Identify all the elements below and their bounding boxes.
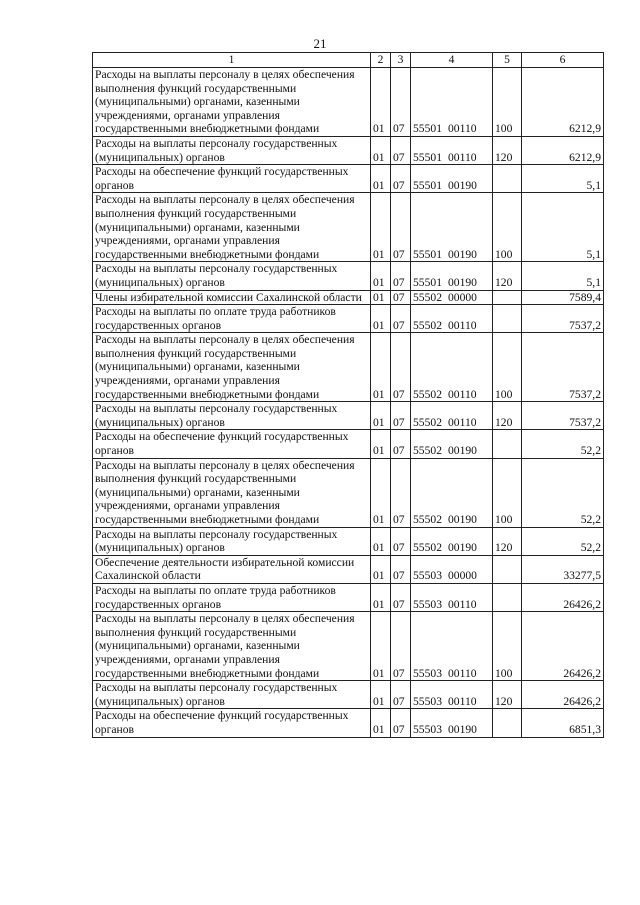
- target-article-program: 55502: [413, 318, 442, 332]
- header-col-4: 4: [411, 53, 493, 68]
- table-row: [93, 458, 604, 527]
- expense-name-cell: Обеспечение деятельности избирательной комиссии Сахалинской области: [93, 555, 371, 583]
- table-row: [93, 430, 604, 458]
- section-code-cell: 01: [371, 402, 391, 430]
- amount-cell: 26426,2: [522, 612, 604, 681]
- subsection-code-cell: 07: [391, 165, 411, 193]
- amount-cell: 6851,3: [522, 709, 604, 737]
- table-row: [93, 136, 604, 164]
- section-code-cell: 01: [371, 583, 391, 611]
- section-code-cell: 01: [371, 709, 391, 737]
- target-article-program: 55501: [413, 247, 442, 261]
- target-article-cell: [411, 527, 493, 555]
- target-article-program: 55503: [413, 722, 442, 736]
- target-article-program: 55501: [413, 122, 442, 136]
- table-row: [93, 709, 604, 737]
- expense-name-cell: Расходы на выплаты персоналу в целях обеспечения выполнения функций государственными (муниципальными) органами, казенными учреждениями, органами управления государственными внебюджетными фондами: [93, 193, 371, 262]
- expense-type-cell: 100: [493, 333, 522, 402]
- target-article-cell: [411, 136, 493, 164]
- target-article-program: 55503: [413, 666, 442, 680]
- subsection-code-cell: 07: [391, 193, 411, 262]
- amount-cell: 7589,4: [522, 290, 604, 305]
- table-header-row: [93, 53, 604, 68]
- subsection-code-cell: 07: [391, 709, 411, 737]
- expense-type-cell: 120: [493, 136, 522, 164]
- expense-type-cell: 120: [493, 681, 522, 709]
- subsection-code-cell: 07: [391, 681, 411, 709]
- subsection-code-cell: 07: [391, 305, 411, 333]
- target-article-direction: 00110: [447, 694, 477, 708]
- target-article-cell: [411, 193, 493, 262]
- expense-type-cell: [493, 305, 522, 333]
- table-row: [93, 681, 604, 709]
- section-code-cell: 01: [371, 305, 391, 333]
- target-article-program: 55501: [413, 275, 442, 289]
- expense-name-cell: Расходы на выплаты по оплате труда работников государственных органов: [93, 583, 371, 611]
- subsection-code-cell: 07: [391, 333, 411, 402]
- section-code-cell: 01: [371, 136, 391, 164]
- expense-name-cell: Расходы на выплаты персоналу государственных (муниципальных) органов: [93, 402, 371, 430]
- table-row: [93, 290, 604, 305]
- amount-cell: 33277,5: [522, 555, 604, 583]
- section-code-cell: 01: [371, 333, 391, 402]
- subsection-code-cell: 07: [391, 430, 411, 458]
- expense-name-cell: Расходы на выплаты персоналу государственных (муниципальных) органов: [93, 262, 371, 290]
- page-number: 21: [313, 36, 327, 51]
- target-article-direction: 00110: [447, 666, 477, 680]
- target-article-program: 55502: [413, 541, 442, 555]
- subsection-code-cell: 07: [391, 583, 411, 611]
- section-code-cell: 01: [371, 165, 391, 193]
- expense-name-cell: Расходы на выплаты персоналу в целях обеспечения выполнения функций государственными (муниципальными) органами, казенными учреждениями, органами управления государственными внебюджетными фондами: [93, 333, 371, 402]
- subsection-code-cell: 07: [391, 136, 411, 164]
- target-article-program: 55502: [413, 415, 442, 429]
- expense-name-cell: Расходы на обеспечение функций государственных органов: [93, 430, 371, 458]
- table-row: [93, 612, 604, 681]
- amount-cell: 26426,2: [522, 583, 604, 611]
- target-article-direction: 00190: [447, 275, 477, 289]
- subsection-code-cell: 07: [391, 290, 411, 305]
- target-article-cell: [411, 583, 493, 611]
- expense-type-cell: [493, 290, 522, 305]
- target-article-program: 55501: [413, 150, 442, 164]
- table-row: [93, 262, 604, 290]
- expense-type-cell: [493, 165, 522, 193]
- target-article-program: 55502: [413, 513, 442, 526]
- target-article-direction: 00190: [447, 541, 477, 555]
- target-article-direction: 00190: [447, 247, 477, 261]
- amount-cell: 52,2: [522, 527, 604, 555]
- expense-type-cell: 120: [493, 527, 522, 555]
- subsection-code-cell: 07: [391, 612, 411, 681]
- target-article-program: 55503: [413, 569, 442, 583]
- amount-cell: 7537,2: [522, 402, 604, 430]
- target-article-cell: [411, 333, 493, 402]
- header-col-6: 6: [522, 53, 604, 68]
- target-article-direction: 00110: [447, 150, 477, 164]
- expense-type-cell: 120: [493, 402, 522, 430]
- target-article-direction: 00190: [447, 513, 477, 526]
- target-article-cell: [411, 430, 493, 458]
- section-code-cell: 01: [371, 681, 391, 709]
- expense-type-cell: [493, 709, 522, 737]
- target-article-direction: 00110: [447, 122, 477, 136]
- subsection-code-cell: 07: [391, 262, 411, 290]
- target-article-program: 55502: [413, 290, 442, 304]
- target-article-cell: [411, 305, 493, 333]
- header-col-2: 2: [371, 53, 391, 68]
- amount-cell: 52,2: [522, 458, 604, 527]
- amount-cell: 5,1: [522, 193, 604, 262]
- target-article-cell: [411, 290, 493, 305]
- target-article-direction: 00000: [447, 569, 477, 583]
- amount-cell: 7537,2: [522, 305, 604, 333]
- expense-type-cell: 100: [493, 193, 522, 262]
- subsection-code-cell: 07: [391, 527, 411, 555]
- budget-table: [92, 52, 604, 738]
- expense-name-cell: Расходы на выплаты персоналу в целях обеспечения выполнения функций государственными (муниципальными) органами, казенными учреждениями, органами управления государственными внебюджетными фондами: [93, 458, 371, 527]
- expense-name-cell: Расходы на выплаты персоналу государственных (муниципальных) органов: [93, 681, 371, 709]
- expense-type-cell: 120: [493, 262, 522, 290]
- target-article-cell: [411, 612, 493, 681]
- expense-name-cell: Расходы на выплаты персоналу в целях обеспечения выполнения функций государственными (муниципальными) органами, казенными учреждениями, органами управления государственными внебюджетными фондами: [93, 68, 371, 137]
- target-article-program: 55501: [413, 178, 442, 192]
- section-code-cell: 01: [371, 555, 391, 583]
- expense-type-cell: [493, 583, 522, 611]
- table-row: [93, 402, 604, 430]
- target-article-direction: 00110: [447, 597, 477, 611]
- target-article-direction: 00000: [447, 290, 477, 304]
- amount-cell: 5,1: [522, 262, 604, 290]
- target-article-cell: [411, 165, 493, 193]
- target-article-direction: 00190: [447, 178, 477, 192]
- target-article-program: 55502: [413, 387, 442, 401]
- table-row: [93, 305, 604, 333]
- target-article-direction: 00190: [447, 722, 477, 736]
- target-article-cell: [411, 681, 493, 709]
- target-article-program: 55502: [413, 444, 442, 458]
- target-article-cell: [411, 262, 493, 290]
- amount-cell: 6212,9: [522, 136, 604, 164]
- expense-type-cell: [493, 430, 522, 458]
- table-row: [93, 527, 604, 555]
- section-code-cell: 01: [371, 612, 391, 681]
- section-code-cell: 01: [371, 193, 391, 262]
- table-row: [93, 68, 604, 137]
- section-code-cell: 01: [371, 430, 391, 458]
- section-code-cell: 01: [371, 458, 391, 527]
- target-article-cell: [411, 555, 493, 583]
- expense-name-cell: Расходы на выплаты персоналу государственных (муниципальных) органов: [93, 527, 371, 555]
- table-row: [93, 555, 604, 583]
- target-article-direction: 00110: [447, 415, 477, 429]
- target-article-cell: [411, 709, 493, 737]
- expense-name-cell: Расходы на выплаты персоналу в целях обеспечения выполнения функций государственными (муниципальными) органами, казенными учреждениями, органами управления государственными внебюджетными фондами: [93, 612, 371, 681]
- expense-name-cell: Расходы на выплаты персоналу государственных (муниципальных) органов: [93, 136, 371, 164]
- target-article-cell: [411, 458, 493, 527]
- target-article-cell: [411, 402, 493, 430]
- section-code-cell: 01: [371, 527, 391, 555]
- subsection-code-cell: 07: [391, 458, 411, 527]
- target-article-cell: [411, 68, 493, 137]
- table-row: [93, 193, 604, 262]
- target-article-program: 55503: [413, 694, 442, 708]
- target-article-program: 55503: [413, 597, 442, 611]
- expense-name-cell: Члены избирательной комиссии Сахалинской области: [93, 290, 371, 305]
- subsection-code-cell: 07: [391, 402, 411, 430]
- expense-type-cell: 100: [493, 612, 522, 681]
- section-code-cell: 01: [371, 262, 391, 290]
- expense-type-cell: [493, 555, 522, 583]
- amount-cell: 7537,2: [522, 333, 604, 402]
- section-code-cell: 01: [371, 68, 391, 137]
- expense-type-cell: 100: [493, 458, 522, 527]
- table-row: [93, 333, 604, 402]
- table-row: [93, 583, 604, 611]
- expense-name-cell: Расходы на обеспечение функций государственных органов: [93, 165, 371, 193]
- amount-cell: 5,1: [522, 165, 604, 193]
- target-article-direction: 00190: [447, 444, 477, 458]
- target-article-direction: 00110: [447, 387, 477, 401]
- expense-type-cell: 100: [493, 68, 522, 137]
- target-article-direction: 00110: [447, 318, 477, 332]
- amount-cell: 52,2: [522, 430, 604, 458]
- amount-cell: 26426,2: [522, 681, 604, 709]
- table-row: [93, 165, 604, 193]
- expense-name-cell: Расходы на обеспечение функций государственных органов: [93, 709, 371, 737]
- header-col-5: 5: [493, 53, 522, 68]
- expense-name-cell: Расходы на выплаты по оплате труда работников государственных органов: [93, 305, 371, 333]
- header-col-1: 1: [93, 53, 371, 68]
- header-col-3: 3: [391, 53, 411, 68]
- amount-cell: 6212,9: [522, 68, 604, 137]
- section-code-cell: 01: [371, 290, 391, 305]
- subsection-code-cell: 07: [391, 68, 411, 137]
- subsection-code-cell: 07: [391, 555, 411, 583]
